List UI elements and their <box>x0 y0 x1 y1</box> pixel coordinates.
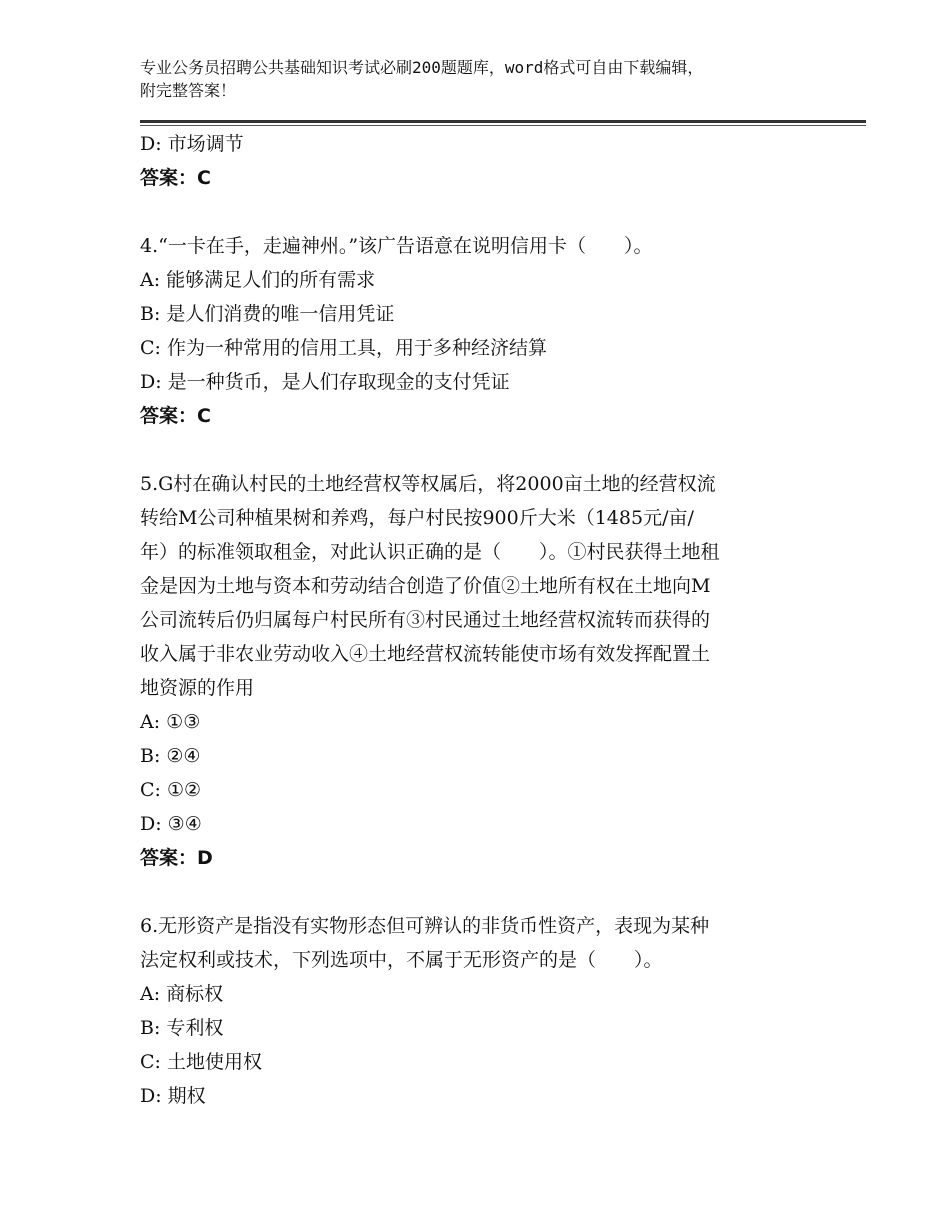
q5-stem-line: 转给M公司种植果树和养鸡，每户村民按900斤大米（1485元/亩/ <box>140 507 694 529</box>
question-4 <box>140 229 805 433</box>
q6-stem-line: 法定权利或技术，下列选项中，不属于无形资产的是（ ）。 <box>140 949 663 971</box>
q6-stem-line: 6.无形资产是指没有实物形态但可辨认的非货币性资产，表现为某种 <box>140 915 710 937</box>
question-list <box>140 127 805 1113</box>
spacer <box>140 433 805 467</box>
q6-option-c: C: 土地使用权 <box>140 1051 262 1073</box>
q5-stem-line: 年）的标准领取租金，对此认识正确的是（ ）。①村民获得土地租 <box>140 541 720 563</box>
q6-option-b: B: 专利权 <box>140 1017 224 1039</box>
question-6 <box>140 909 805 1113</box>
q3-option-d: D: 市场调节 <box>140 133 244 155</box>
q6-option-d: D: 期权 <box>140 1085 206 1107</box>
q5-option-b: B: ②④ <box>140 745 201 767</box>
page-header <box>140 56 820 102</box>
spacer <box>140 875 805 909</box>
q4-stem: 4.“一卡在手，走遍神州。”该广告语意在说明信用卡（ ）。 <box>140 235 653 257</box>
question-3 <box>140 127 805 195</box>
header-line-2: 附完整答案！ <box>140 81 237 100</box>
q5-stem-line: 地资源的作用 <box>140 677 255 699</box>
q3-answer: 答案：C <box>140 167 211 189</box>
q4-option-c: C: 作为一种常用的信用工具，用于多种经济结算 <box>140 337 547 359</box>
header-line-1: 专业公务员招聘公共基础知识考试必刷200题题库，word格式可自由下载编辑， <box>140 58 704 77</box>
question-5 <box>140 467 805 875</box>
q5-option-c: C: ①② <box>140 779 202 801</box>
header-rule-thin <box>140 125 866 126</box>
q5-stem-line: 5.G村在确认村民的土地经营权等权属后，将2000亩土地的经营权流 <box>140 473 716 495</box>
header-rule-thick <box>140 120 866 123</box>
q5-stem-line: 收入属于非农业劳动收入④土地经营权流转能使市场有效发挥配置土 <box>140 643 711 665</box>
q5-option-d: D: ③④ <box>140 813 202 835</box>
q5-stem-line: 金是因为土地与资本和劳动结合创造了价值②土地所有权在土地向M <box>140 575 711 597</box>
q5-answer: 答案：D <box>140 847 213 869</box>
q6-option-a: A: 商标权 <box>140 983 224 1005</box>
q4-option-a: A: 能够满足人们的所有需求 <box>140 269 376 291</box>
q4-option-b: B: 是人们消费的唯一信用凭证 <box>140 303 395 325</box>
spacer <box>140 195 805 229</box>
q5-stem-line: 公司流转后仍归属每户村民所有③村民通过土地经营权流转而获得的 <box>140 609 711 631</box>
q4-option-d: D: 是一种货币，是人们存取现金的支付凭证 <box>140 371 510 393</box>
q4-answer: 答案：C <box>140 405 211 427</box>
q5-option-a: A: ①③ <box>140 711 201 733</box>
